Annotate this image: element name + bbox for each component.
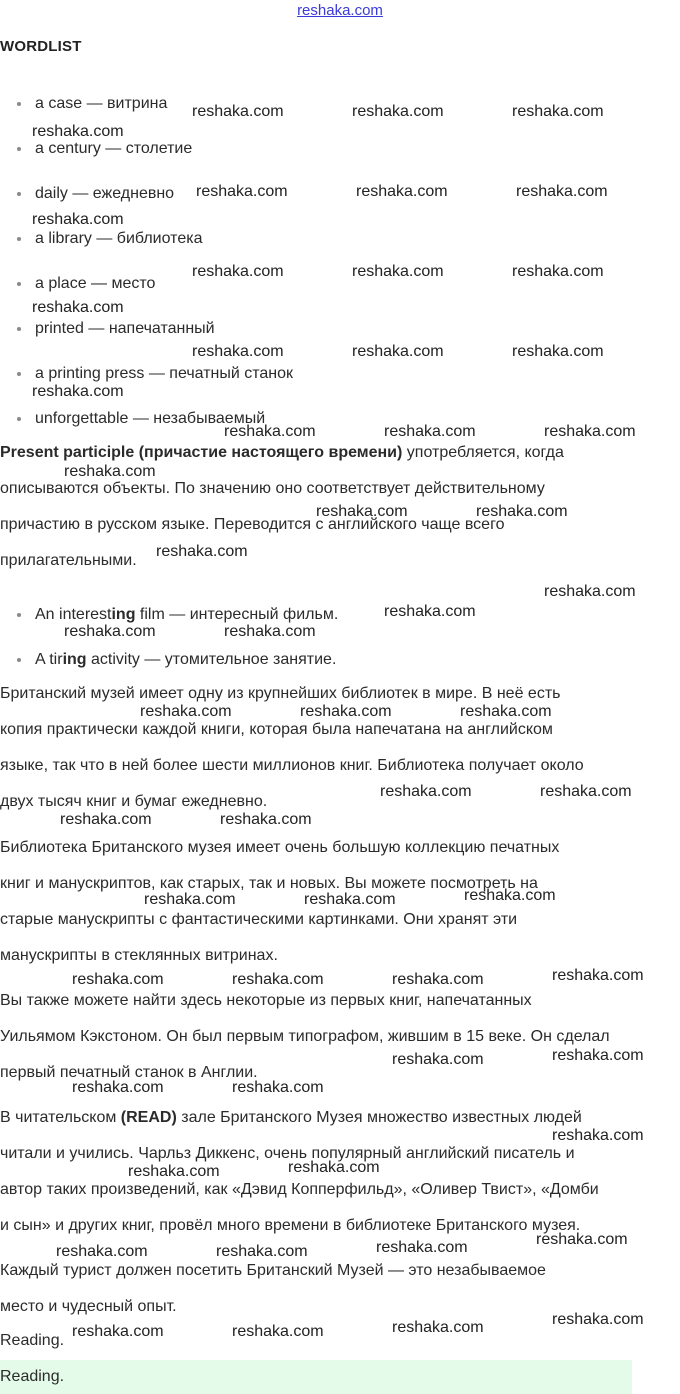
watermark: reshaka.com <box>64 623 156 640</box>
watermark: reshaka.com <box>140 703 232 720</box>
wordlist-heading: WORDLIST <box>0 38 82 55</box>
watermark: reshaka.com <box>196 183 288 200</box>
watermark: reshaka.com <box>536 1231 628 1248</box>
watermark: reshaka.com <box>288 1159 380 1176</box>
watermark: reshaka.com <box>32 123 124 140</box>
watermark: reshaka.com <box>392 1319 484 1336</box>
list-item: a case — витрина <box>18 93 167 115</box>
watermark: reshaka.com <box>352 343 444 360</box>
watermark: reshaka.com <box>72 971 164 988</box>
list-item: a library — библиотека <box>18 228 202 250</box>
watermark: reshaka.com <box>232 1323 324 1340</box>
bullet-icon <box>17 417 21 421</box>
watermark: reshaka.com <box>216 1243 308 1260</box>
reading-highlight: Reading. <box>0 1360 632 1394</box>
list-item: An interesting film — интересный фильм. <box>18 604 338 626</box>
watermark: reshaka.com <box>352 103 444 120</box>
watermark: reshaka.com <box>128 1163 220 1180</box>
watermark: reshaka.com <box>32 211 124 228</box>
bullet-icon <box>17 282 21 286</box>
watermark: reshaka.com <box>232 1079 324 1096</box>
bullet-icon <box>17 327 21 331</box>
reading-label: Reading. <box>0 1332 65 1349</box>
watermark: reshaka.com <box>352 263 444 280</box>
bullet-icon <box>17 658 21 662</box>
watermark: reshaka.com <box>304 891 396 908</box>
grammar-paragraph: Present participle (причастие настоящего времени) употребляется, когда описываются объекты. По значению оно соответствует действительному причастию в русском языке. Переводится с английского чаще всего прилагательными. <box>0 444 564 569</box>
list-item: a printing press — печатный станок <box>18 363 293 385</box>
bullet-icon <box>17 192 21 196</box>
watermark: reshaka.com <box>552 1311 644 1328</box>
list-item: daily — ежедневно <box>18 183 174 205</box>
list-item: printed — напечатанный <box>18 318 215 340</box>
watermark: reshaka.com <box>192 263 284 280</box>
watermark: reshaka.com <box>376 1239 468 1256</box>
watermark: reshaka.com <box>552 967 644 984</box>
watermark: reshaka.com <box>56 1243 148 1260</box>
watermark: reshaka.com <box>512 343 604 360</box>
watermark: reshaka.com <box>552 1127 644 1144</box>
watermark: reshaka.com <box>64 463 156 480</box>
bullet-icon <box>17 102 21 106</box>
watermark: reshaka.com <box>232 971 324 988</box>
watermark: reshaka.com <box>464 887 556 904</box>
bullet-icon <box>17 372 21 376</box>
text-paragraph-2: Библиотека Британского музея имеет очень большую коллекцию печатных книг и манускриптов, как старых, так и новых. Вы можете посмотреть на старые манускрипты с фантастическими картинками. Они хранят эти манускрипты в стеклянных витринах. <box>0 839 560 964</box>
watermark: reshaka.com <box>540 783 632 800</box>
bullet-icon <box>17 613 21 617</box>
text-paragraph-5: Каждый турист должен посетить Британский Музей — это незабываемое место и чудесный опыт. <box>0 1262 546 1315</box>
grammar-term: Present participle (причастие настоящего времени) <box>0 444 403 461</box>
text-paragraph-1: Британский музей имеет одну из крупнейших библиотек в мире. В неё есть копия практически каждой книги, которая была напечатана на английском языке, так что в ней более шести миллионов книг. Библиотека получает около двух тысяч книг и бумаг ежедневно. <box>0 685 584 810</box>
watermark: reshaka.com <box>224 623 316 640</box>
site-link[interactable]: reshaka.com <box>297 2 383 19</box>
watermark: reshaka.com <box>156 543 248 560</box>
watermark: reshaka.com <box>516 183 608 200</box>
watermark: reshaka.com <box>476 503 568 520</box>
watermark: reshaka.com <box>72 1323 164 1340</box>
list-item: unforgettable — незабываемый <box>18 408 265 430</box>
watermark: reshaka.com <box>552 1047 644 1064</box>
list-item: a century — столетие <box>18 138 192 160</box>
watermark: reshaka.com <box>460 703 552 720</box>
watermark: reshaka.com <box>544 583 636 600</box>
watermark: reshaka.com <box>220 811 312 828</box>
watermark: reshaka.com <box>192 103 284 120</box>
watermark: reshaka.com <box>192 343 284 360</box>
list-item: a place — место <box>18 273 155 295</box>
bullet-icon <box>17 147 21 151</box>
watermark: reshaka.com <box>392 971 484 988</box>
text-paragraph-3: Вы также можете найти здесь некоторые из первых книг, напечатанных Уильямом Кэкстоном. Он был первым типографом, жившим в 15 веке. Он сделал первый печатный станок в Англии. <box>0 992 610 1081</box>
watermark: reshaka.com <box>72 1079 164 1096</box>
watermark: reshaka.com <box>356 183 448 200</box>
watermark: reshaka.com <box>60 811 152 828</box>
watermark: reshaka.com <box>32 299 124 316</box>
watermark: reshaka.com <box>32 383 124 400</box>
bullet-icon <box>17 237 21 241</box>
watermark: reshaka.com <box>384 423 476 440</box>
watermark: reshaka.com <box>224 423 316 440</box>
watermark: reshaka.com <box>144 891 236 908</box>
watermark: reshaka.com <box>392 1051 484 1068</box>
watermark: reshaka.com <box>384 603 476 620</box>
watermark: reshaka.com <box>512 263 604 280</box>
list-item: A tiring activity — утомительное занятие. <box>18 649 336 671</box>
watermark: reshaka.com <box>544 423 636 440</box>
text-paragraph-4: В читательском (READ) зале Британского Музея множество известных людей читали и учились. Чарльз Диккенс, очень популярный английский писатель и автор таких произведений, как «Дэвид Копперфильд», «Оливер Твист», «Домби и сын» и других книг, провёл много времени в библиотеке Британского музея. <box>0 1109 599 1234</box>
watermark: reshaka.com <box>512 103 604 120</box>
watermark: reshaka.com <box>316 503 408 520</box>
watermark: reshaka.com <box>300 703 392 720</box>
watermark: reshaka.com <box>380 783 472 800</box>
